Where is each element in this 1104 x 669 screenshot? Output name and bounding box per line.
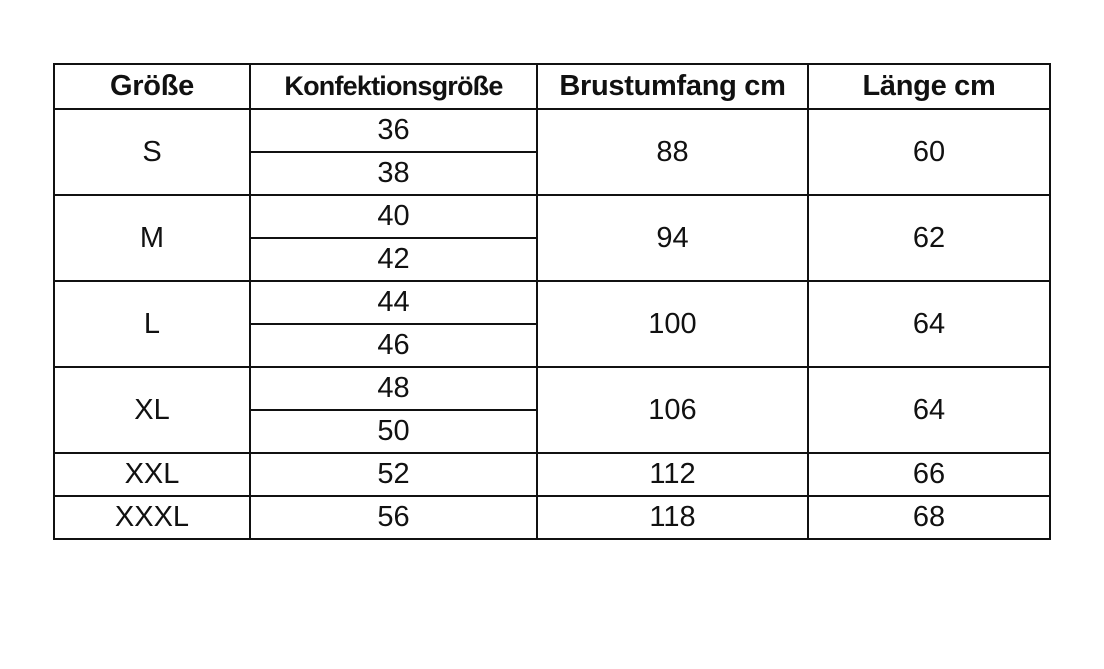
header-konfektionsgroesse: Konfektionsgröße bbox=[250, 64, 537, 109]
header-groesse: Größe bbox=[54, 64, 250, 109]
cell-laenge: 68 bbox=[808, 496, 1050, 539]
cell-groesse: XXXL bbox=[54, 496, 250, 539]
cell-konfektionsgroesse: 40 bbox=[250, 195, 537, 238]
cell-konfektionsgroesse: 46 bbox=[250, 324, 537, 367]
cell-brustumfang: 112 bbox=[537, 453, 808, 496]
cell-brustumfang: 88 bbox=[537, 109, 808, 195]
cell-groesse: XXL bbox=[54, 453, 250, 496]
cell-groesse: L bbox=[54, 281, 250, 367]
cell-konfektionsgroesse: 48 bbox=[250, 367, 537, 410]
cell-groesse: M bbox=[54, 195, 250, 281]
table-row bbox=[54, 367, 1050, 410]
cell-konfektionsgroesse: 42 bbox=[250, 238, 537, 281]
table-row bbox=[54, 195, 1050, 238]
cell-konfektionsgroesse: 38 bbox=[250, 152, 537, 195]
cell-groesse: S bbox=[54, 109, 250, 195]
cell-konfektionsgroesse: 36 bbox=[250, 109, 537, 152]
table-row bbox=[54, 496, 1050, 539]
cell-brustumfang: 94 bbox=[537, 195, 808, 281]
cell-laenge: 66 bbox=[808, 453, 1050, 496]
table-row bbox=[54, 109, 1050, 152]
cell-konfektionsgroesse: 56 bbox=[250, 496, 537, 539]
cell-brustumfang: 106 bbox=[537, 367, 808, 453]
cell-groesse: XL bbox=[54, 367, 250, 453]
cell-laenge: 62 bbox=[808, 195, 1050, 281]
cell-konfektionsgroesse: 50 bbox=[250, 410, 537, 453]
cell-konfektionsgroesse: 52 bbox=[250, 453, 537, 496]
cell-laenge: 60 bbox=[808, 109, 1050, 195]
table-row bbox=[54, 453, 1050, 496]
cell-brustumfang: 100 bbox=[537, 281, 808, 367]
header-brustumfang: Brustumfang cm bbox=[537, 64, 808, 109]
cell-konfektionsgroesse: 44 bbox=[250, 281, 537, 324]
table-body bbox=[54, 109, 1050, 539]
header-laenge: Länge cm bbox=[808, 64, 1050, 109]
size-chart-table bbox=[53, 63, 1051, 540]
table-row bbox=[54, 281, 1050, 324]
cell-laenge: 64 bbox=[808, 367, 1050, 453]
header-row bbox=[54, 64, 1050, 109]
cell-brustumfang: 118 bbox=[537, 496, 808, 539]
cell-laenge: 64 bbox=[808, 281, 1050, 367]
